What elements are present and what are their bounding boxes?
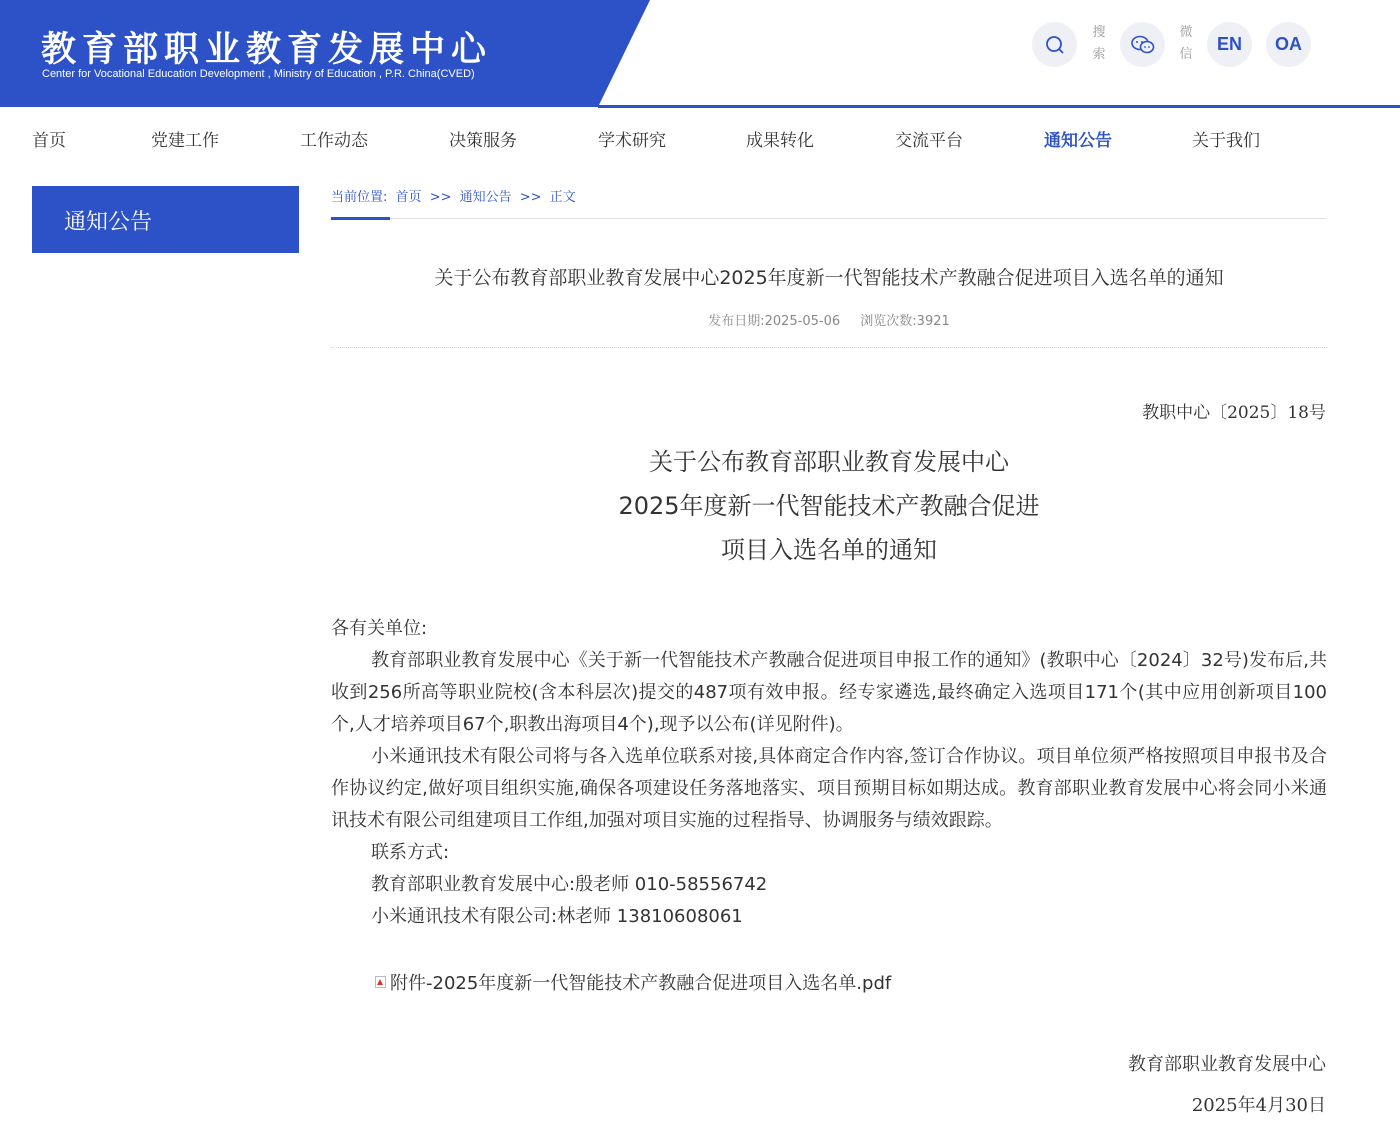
breadcrumb-label: 当前位置:: [331, 190, 388, 205]
paragraph: 小米通讯技术有限公司将与各入选单位联系对接,具体商定合作内容,签订合作协议。项目单位须严格按照项目申报书及合作协议约定,做好项目组织实施,确保各项建设任务落地落实、项目预期目标如期达成。教育部职业教育发展中心将会同小米通讯技术有限公司组建项目工作组,加强对项目实施的过程指导、协调服务与绩效跟踪。: [331, 746, 1327, 831]
site-logo-title[interactable]: 教育部职业教育发展中心: [41, 29, 493, 70]
site-header: [0, 0, 1400, 108]
site-logo-subtitle: Center for Vocational Education Development , Ministry of Education , P.R. China(CVED): [42, 68, 475, 80]
article-meta: [331, 310, 1327, 329]
wechat-button[interactable]: [1120, 22, 1165, 67]
meta-divider: [331, 347, 1327, 348]
contact-line: 教育部职业教育发展中心:殷老师 010-58556742: [371, 874, 768, 895]
search-label: 搜索: [1092, 25, 1106, 62]
nav-exchange[interactable]: 交流平台: [895, 131, 963, 151]
breadcrumb: [331, 186, 580, 205]
salutation: 各有关单位:: [331, 618, 428, 639]
nav-notices[interactable]: 通知公告: [1044, 131, 1112, 151]
nav-party-building[interactable]: 党建工作: [151, 131, 219, 151]
signature-org: 教育部职业教育发展中心: [1128, 1054, 1326, 1075]
contact-line: 小米通讯技术有限公司:林老师 13810608061: [371, 906, 743, 927]
nav-about[interactable]: 关于我们: [1192, 131, 1260, 151]
main-nav: [0, 108, 1400, 168]
nav-work-news[interactable]: 工作动态: [300, 131, 368, 151]
breadcrumb-current[interactable]: 正文: [549, 190, 576, 205]
signature-date: 2025年4月30日: [1191, 1095, 1326, 1116]
view-count: 浏览次数:3921: [860, 314, 950, 329]
publish-date: 发布日期:2025-05-06: [708, 314, 841, 329]
nav-research[interactable]: 学术研究: [598, 131, 666, 151]
document-title-line: 2025年度新一代智能技术产教融合促进: [618, 492, 1040, 520]
document-body: [331, 613, 1327, 933]
search-icon: [1044, 34, 1066, 56]
pdf-file-icon: [375, 976, 386, 988]
nav-decision-service[interactable]: 决策服务: [449, 131, 517, 151]
attachment-name: 附件-2025年度新一代智能技术产教融合促进项目入选名单.pdf: [390, 973, 892, 994]
attachment-link[interactable]: [375, 969, 891, 995]
search-button[interactable]: [1032, 22, 1077, 67]
document-title-line: 项目入选名单的通知: [721, 536, 937, 564]
document-title-line: 关于公布教育部职业教育发展中心: [649, 448, 1009, 476]
document-number: 教职中心〔2025〕18号: [1142, 403, 1326, 423]
nav-home[interactable]: 首页: [32, 131, 66, 151]
oa-button[interactable]: OA: [1266, 22, 1311, 67]
breadcrumb-home[interactable]: 首页: [395, 190, 422, 205]
sidebar-title: 通知公告: [64, 210, 153, 235]
article-title: 关于公布教育部职业教育发展中心2025年度新一代智能技术产教融合促进项目入选名单的通知: [434, 267, 1224, 289]
paragraph: 教育部职业教育发展中心《关于新一代智能技术产教融合促进项目申报工作的通知》(教职中心〔2024〕32号)发布后,共收到256所高等职业院校(含本科层次)提交的487项有效申报。经专家遴选,最终确定入选项目171个(其中应用创新项目100个,人才培养项目67个,职教出海项目4个),现予以公布(详见附件)。: [331, 650, 1327, 735]
document-title: [331, 440, 1327, 572]
wechat-label: 微信: [1179, 25, 1193, 62]
breadcrumb-divider: [331, 218, 1327, 219]
english-button[interactable]: EN: [1207, 22, 1252, 67]
sidebar-section[interactable]: [32, 186, 299, 253]
breadcrumb-accent: [331, 217, 390, 220]
wechat-icon: [1130, 34, 1156, 56]
breadcrumb-sep: >>: [429, 190, 452, 205]
contact-heading: 联系方式:: [371, 842, 450, 863]
breadcrumb-section[interactable]: 通知公告: [459, 190, 512, 205]
breadcrumb-sep: >>: [519, 190, 542, 205]
nav-achievements[interactable]: 成果转化: [746, 131, 814, 151]
